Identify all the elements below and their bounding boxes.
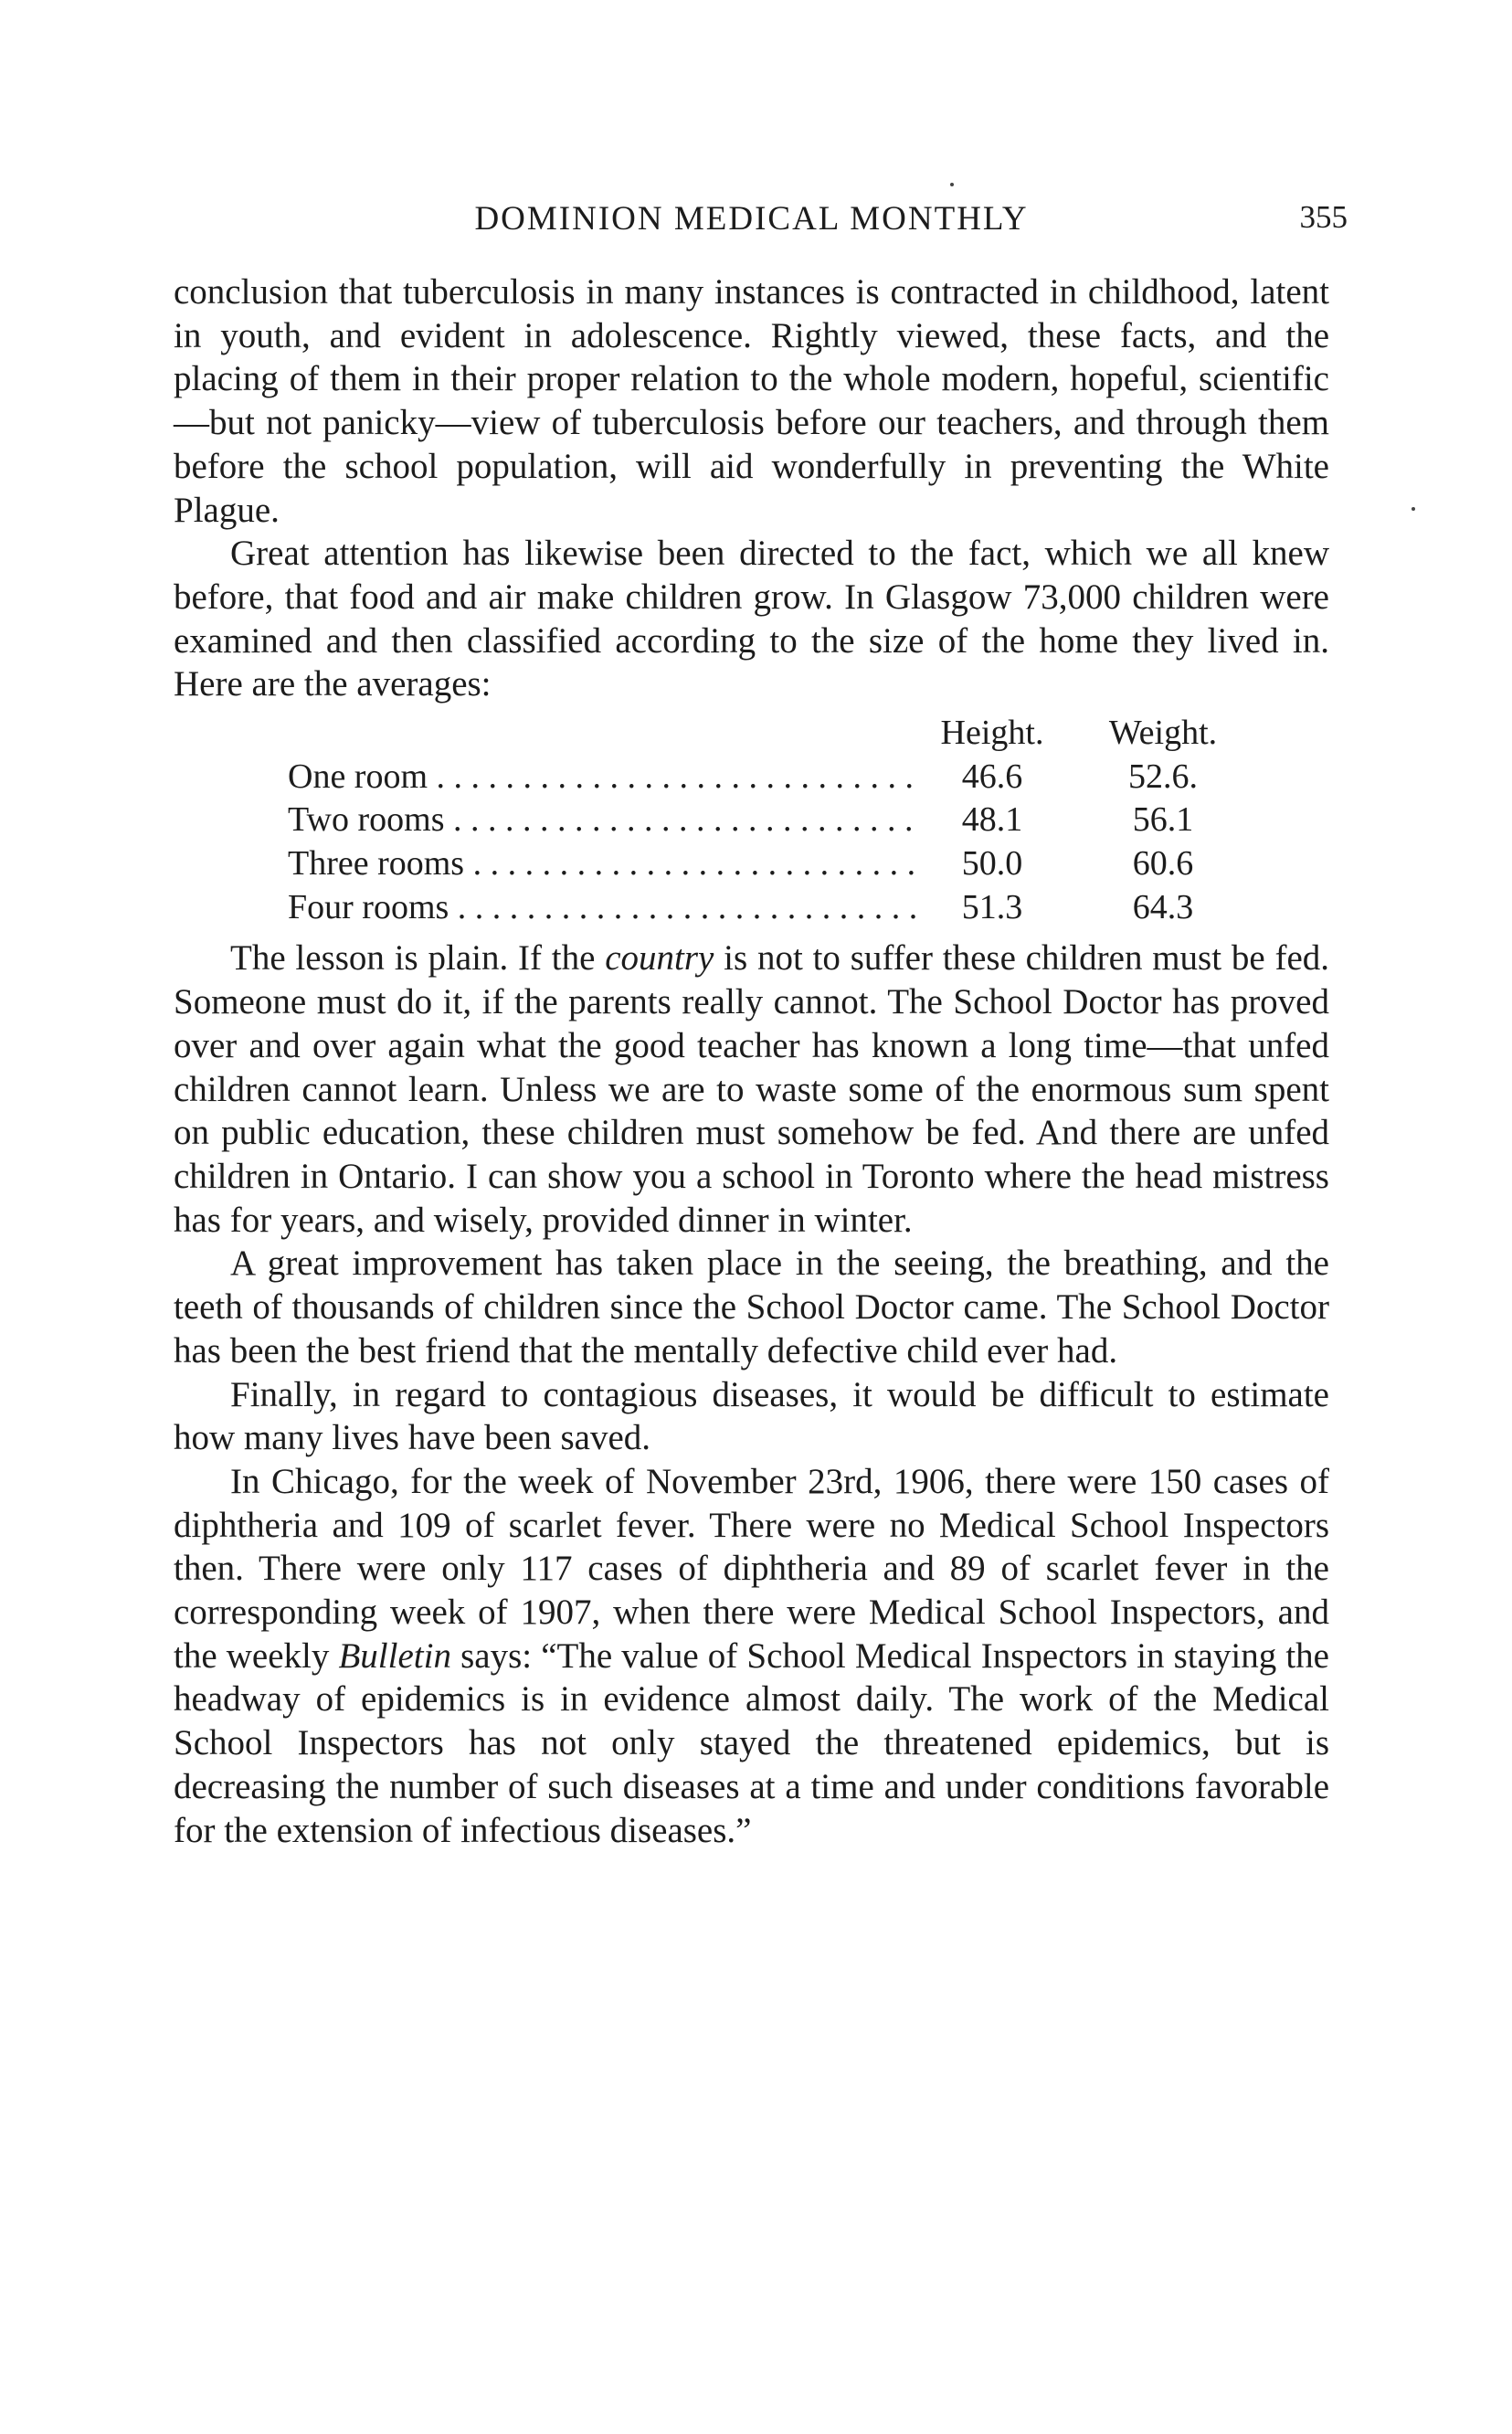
- document-page: [174, 199, 1348, 1852]
- paragraph-improvement: A great improvement has taken place in the seeing, the breathing, and the teeth of thousands of children since the School Doctor came. The School Doctor has been the best friend that the mentally defective child ever had.: [174, 1243, 1329, 1370]
- print-speck: [950, 183, 954, 186]
- height-value: 46.6: [961, 757, 1023, 796]
- running-head: [174, 199, 1348, 254]
- paragraph-lesson: The lesson is plain. If the country is not to suffer these children must be fed. Someone must do it, if the parents really cannot. The School Doctor has proved over and over again what the good teacher has known a long time—that unfed children cannot learn. Unless we are to waste some of the enormous sum spent on public education, these children must somehow be fed. And there are unfed children in Ontario. I can show you a school in Toronto where the head mistress has for years, and wisely, provided dinner in winter.: [174, 938, 1330, 1240]
- averages-table: [174, 712, 1329, 929]
- height-value: 51.3: [961, 887, 1023, 926]
- table-row: [174, 799, 1329, 842]
- column-header-weight: Weight.: [1108, 714, 1218, 753]
- table-row: [174, 886, 1329, 930]
- height-value: 48.1: [961, 800, 1023, 840]
- weight-value: 64.3: [1132, 887, 1194, 926]
- paragraph-chicago: In Chicago, for the week of November 23rd, 1906, there were 150 cases of diphtheria and 109 of scarlet fever. There were no Medical School Inspectors then. There were only 117 cases of diphtheria and 89 of scarlet fever in the corresponding week of 1907, when there were Medical School Inspectors, and the weekly Bulletin says: “The value of School Medical Inspectors in staying the headway of epidemics is in evidence almost daily. The work of the Medical School Inspectors has not only stayed the threatened epidemics, but is decreasing the number of such diseases at a time and under conditions favorable for the extension of infectious diseases.”: [174, 1461, 1329, 1850]
- emphasis-bulletin: Bulletin: [338, 1635, 451, 1676]
- row-label: Two rooms . . .: [288, 799, 918, 842]
- emphasis-country: country: [605, 938, 714, 979]
- weight-value: 52.6.: [1128, 757, 1198, 796]
- paragraph-tuberculosis: conclusion that tuberculosis in many instances is contracted in childhood, latent in youth, and evident in adolescence. Rightly viewed, these facts, and the placing of them in their proper relation to the whole modern, hopeful, scientific—but not panicky—view of tuberculosis before our teachers, and through them before the school population, will aid wonderfully in preventing the White Plague.: [174, 272, 1329, 530]
- journal-title: DOMINION MEDICAL MONTHLY: [474, 200, 1029, 238]
- row-label: Four rooms . . .: [288, 886, 918, 930]
- row-label: Three rooms . . .: [288, 842, 918, 886]
- table-row: [174, 842, 1329, 886]
- paragraph-contagious-diseases: Finally, in regard to contagious diseases, it would be difficult to estimate how many lives have been saved.: [174, 1374, 1329, 1458]
- weight-value: 56.1: [1132, 800, 1194, 840]
- row-label: One room . . .: [288, 756, 918, 799]
- weight-value: 60.6: [1132, 844, 1194, 884]
- table-row: [174, 756, 1329, 799]
- column-header-height: Height.: [940, 714, 1044, 753]
- paragraph-food-and-air: Great attention has likewise been directed to the fact, which we all knew before, that food and air make children grow. In Glasgow 73,000 children were examined and then classified according to the size of the home they lived in. Here are the averages:: [174, 534, 1329, 704]
- page-number: 355: [1299, 199, 1348, 235]
- height-value: 50.0: [961, 844, 1023, 884]
- print-speck: [1412, 507, 1415, 511]
- table-header-row: [174, 712, 1329, 756]
